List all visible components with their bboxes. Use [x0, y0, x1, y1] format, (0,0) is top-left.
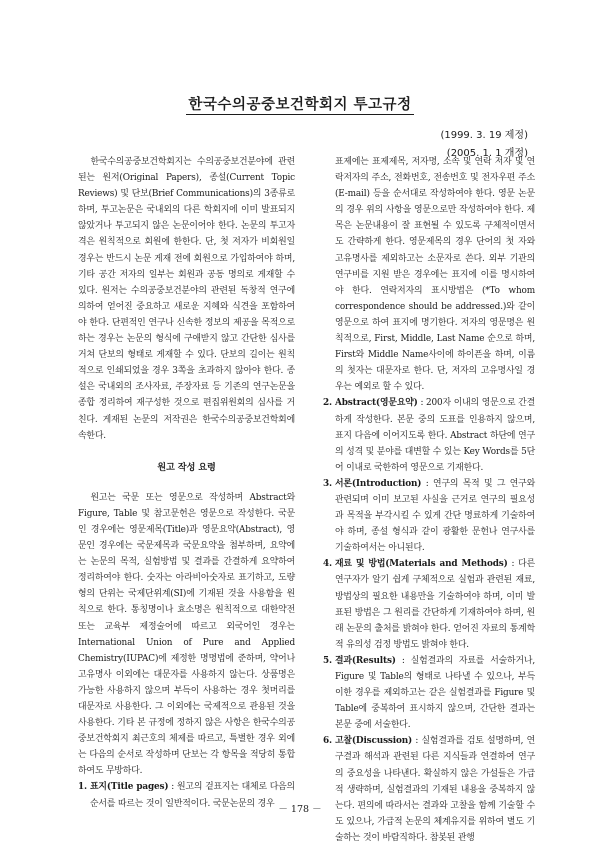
- revision-date-established: (1999. 3. 19 제정): [440, 130, 528, 141]
- item-text: : 원고의 겉표지는 대체로 다음의 순서를 따르는 것이 일반적이다. 국문논문의 경우: [90, 782, 295, 809]
- item-number: 6.: [323, 736, 332, 747]
- item-number: 5.: [323, 655, 332, 666]
- item-number: 3.: [323, 478, 332, 489]
- right-column: [323, 154, 535, 846]
- item-heading: 재료 및 방법(Materials and Methods): [335, 559, 508, 570]
- intro-paragraph: 한국수의공중보건학회지는 수의공중보건분야에 관련된는 원저(Original Papers), 종설(Current Topic Reviews) 및 단보(Brief Communications)의 3종류로 하며, 투고논문은 국내외의 다른 학회지에 이미 발표되지 않았거나 투고되지 않은 논문이어야 한다. 논문의 투고자격은 원칙적으로 회원에 한한다. 단, 첫 저자가 비회원일 경우는 반드시 논문 게재 전에 회원으로 가입하여야 하며, 기타 공간 저자의 일부는 회원과 공동 명의로 게재할 수 있다. 원저는 수의공중보건분야의 관련된 독창적 연구에 의하여 얻어진 중요하고 새로운 지혜와 식견을 포함하여야 한다. 단편적인 연구나 신속한 정보의 제공을 목적으로 하는 경우는 논문의 형식에 구애받지 않고 간단한 심사를 거쳐 단보의 형태로 게재할 수 있다. 단보의 길이는 원칙적으로 인쇄되었을 경우 3쪽을 초과하지 않아야 한다. 종설은 국내외의 조사자료, 주장자료 등 기존의 연구논문을 종합 정리하여 재구성한 것으로 편집위원회의 심사를 거친다. 게재된 논문의 저작권은 한국수의공중보건학회에 속한다.: [78, 157, 295, 441]
- item-heading: 결과(Results): [335, 655, 396, 666]
- left-column: [78, 154, 295, 812]
- item-text: : 다른 연구자가 알기 쉽게 구체적으로 실험과 관련된 재료, 방법상의 필요한 내용만을 기술하여야 하며, 이미 발표된 방법은 그 원리를 간단하게 기재하여야 하며, 원래 논문의 출처를 밝혀야 한다. 얻어진 자료의 통계학적 유의성 검정 방법도 밝혀야 한다.: [335, 559, 535, 650]
- item-number: 1.: [78, 782, 87, 793]
- item-heading: Abstract(영문요약): [335, 398, 418, 409]
- list-item: [323, 476, 535, 556]
- item-text: : 실험결과의 자료를 서술하거나, Figure 및 Table의 형태로 나타낼 수 있으나, 부득이한 경우를 제외하고는 같은 실험결과를 Figure 및 Table에 중복하여 표시하지 않으며, 간단한 결과는 본문 중에 서술한다.: [335, 655, 535, 731]
- item-number: 4.: [323, 559, 332, 570]
- list-item: [323, 395, 535, 475]
- item-text: : 연구의 목적 및 그 연구와 관련되며 이미 보고된 사실을 근거로 연구의 필요성과 목적을 부각시킬 수 있게 간단 명료하게 기술하여야 하며, 종설 형식과 같이 광활한 문헌나 연구사를 기술하여서는 아니된다.: [335, 478, 535, 554]
- page-number: － 178 －: [278, 804, 322, 815]
- item-number: 2.: [323, 398, 332, 409]
- revision-date-amended: (2005. 1. 1 개정): [446, 148, 528, 159]
- item-heading: 표지(Title pages): [90, 782, 169, 793]
- item-text: : 실험결과를 검토 설명하며, 연구결과 해석과 관련된 다른 지식들과 연결하여 연구의 중요성을 나타낸다. 확실하지 않은 가설들은 가급적 생략하며, 실험결과의 기재된 내용을 중복하지 않는다. 편의에 따라서는 결과와 고찰을 함께 기술할 수도 있으나, 가급적 논문의 체계유지를 위하여 별도 기술하는 것이 바람직하다. 참봇된 관행: [335, 736, 535, 843]
- item-heading: 서론(Introduction): [335, 478, 422, 489]
- item-text: : 200자 이내의 영문으로 간결하게 작성한다. 본문 중의 도표를 인용하지 않으며, 표지 다음에 이어지도록 한다. Abstract 하단에 연구의 성격 및 분야를 대변할 수 있는 Key Words를 5단어 이내로 국한하여 영문으로 기재한다.: [335, 398, 535, 473]
- item-heading: 고찰(Discussion): [335, 736, 413, 747]
- list-item: [323, 653, 535, 733]
- list-item: [323, 733, 535, 846]
- guidelines-paragraph: 원고는 국문 또는 영문으로 작성하며 Abstract와 Figure, Table 및 참고문헌은 영문으로 작성한다. 국문인 경우에는 영문제목(Title)과 영문요약(Abstract), 영문인 경우에는 국문제목과 국문요약을 첨부하며, 요약에는 논문의 목적, 실험방법 및 결과를 간결하게 요약하여 정리하여야 한다. 숫자는 아라비아숫자로 표기하고, 도량형의 단위는 국제단위계(SI)에 기재된 것을 사용함을 원칙으로 한다. 통칭명이나 효소명은 원칙적으로 대한약전 또는 교육부 제정술어에 따르고 외국어인 경우는 International Union of Pure and Applied Chemistry(IUPAC)에 제정한 명명법에 준하며, 약어나 고유명사 이외에는 대문자를 사용하지 않는다. 상품명은 가능한 사용하지 않으며 부득이 사용하는 경우 첫머리를 대문자로 사용한다. 그 이외에는 국제적으로 관용된 것을 사용한다. 기타 본 규정에 정하지 않은 사항은 한국수의공중보건학회지 최근호의 체제를 따르고, 특별한 경우 외에는 다음의 순서로 작성하며 단보는 각 항목을 적당히 통합하여도 무방하다.: [78, 492, 295, 777]
- section-heading: 원고 작성 요령: [157, 461, 216, 473]
- list-item: [323, 556, 535, 653]
- item-continuation: 표제에는 표제제목, 저자명, 소속 및 연락 저자 및 연락저자의 주소, 전화번호, 전송번호 및 전자우편 주소(E-mail) 등을 순서대로 작성하여야 한다. 영문 논문의 경우 위의 사항을 영문으로만 작성하여야 한다. 제목은 논문내용이 잘 표현될 수 있도록 구체적이면서도 간략하게 한다. 영문제목의 경우 단어의 첫 자와 고유명사를 제외하고는 소문자로 쓴다. 외부 기관의 연구비를 지원 받은 경우에는 표지에 이를 명시하여야 한다. 연락저자의 표시방법은 (*To whom correspondence should be addressed.)와 같이 영문으로 하여 표지에 명기한다. 저자의 영문명은 원칙적으로, First, Middle, Last Name 순으로 하며, First와 Middle Name사이에 하이픈을 하며, 이름의 첫자는 대문자로 한다. 단, 저자의 고유명사일 경우는 예외로 할 수 있다.: [335, 157, 535, 393]
- document-title: 한국수의공중보건학회지 투고규정: [188, 97, 412, 113]
